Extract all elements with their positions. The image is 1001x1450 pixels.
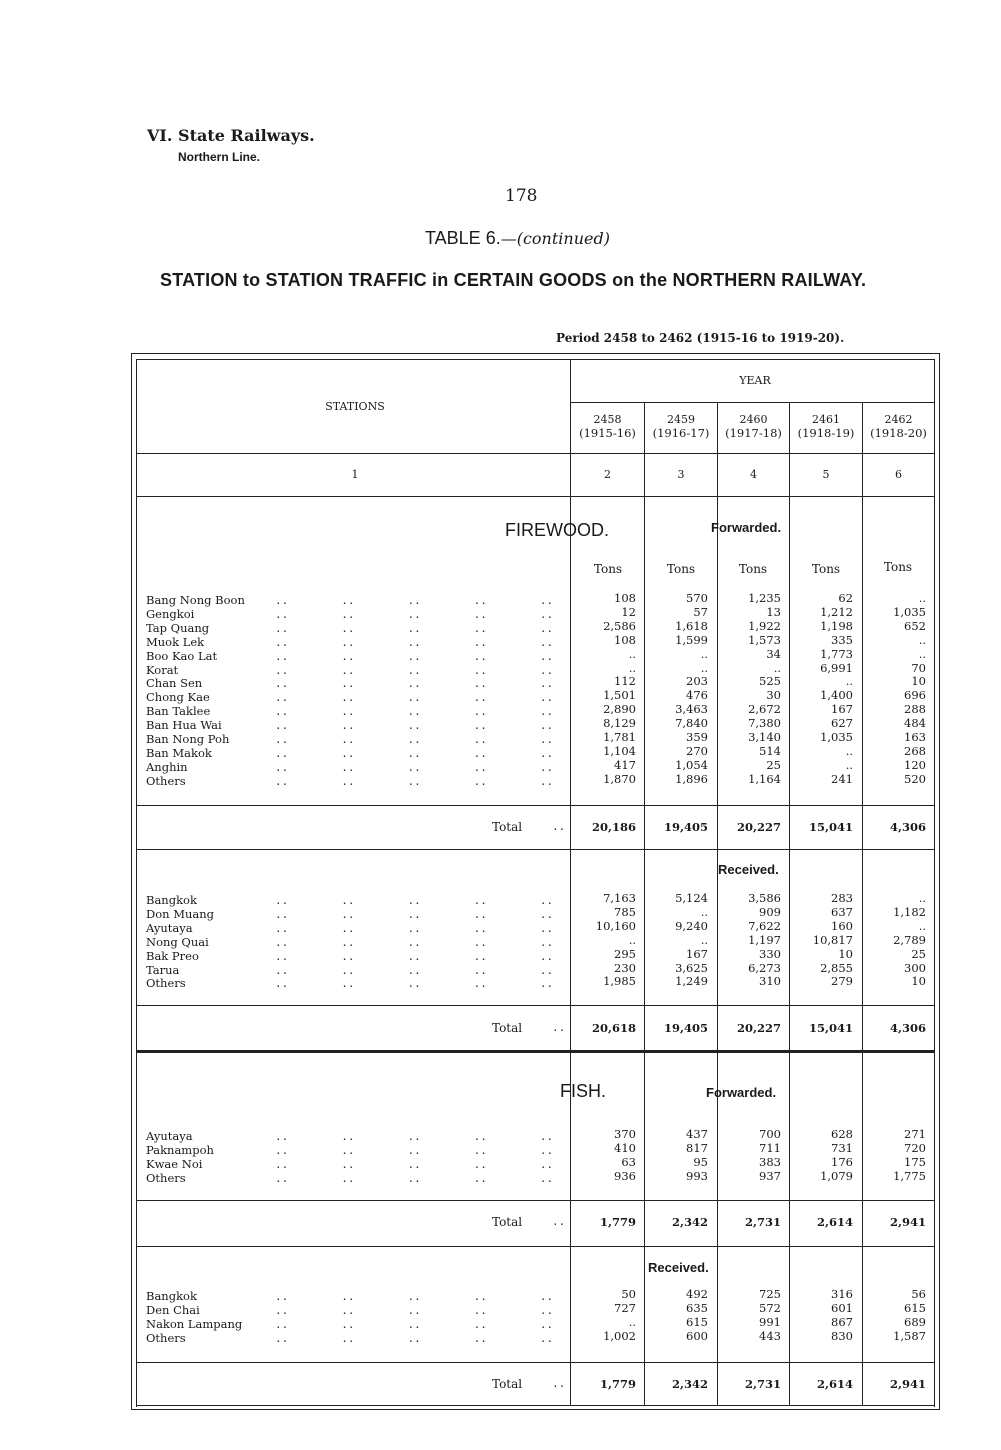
table-cell: 95 bbox=[693, 1154, 708, 1169]
table-cell: Gengkoi bbox=[146, 606, 195, 621]
col-number-1: 1 bbox=[351, 468, 359, 481]
fish-rcv-total-2461: 2,614 bbox=[816, 1377, 853, 1391]
table-top-border bbox=[131, 353, 939, 354]
table-cell: .. bbox=[845, 757, 853, 772]
table-cell: 1,182 bbox=[893, 904, 926, 919]
total-label: Total bbox=[492, 1215, 523, 1229]
firewood-rcv-total-2460: 20,227 bbox=[736, 1021, 781, 1035]
firewood-rcv-total-2459: 19,405 bbox=[663, 1021, 708, 1035]
section-heading: VI. State Railways. bbox=[147, 126, 315, 145]
table-cell: 56 bbox=[911, 1287, 926, 1301]
table-cell: 7,622 bbox=[748, 918, 781, 933]
table-cell: 1,164 bbox=[748, 771, 781, 786]
table-cell: 570 bbox=[686, 591, 708, 605]
table-cell: .. bbox=[845, 674, 853, 689]
table-cell: 1,599 bbox=[675, 632, 708, 647]
table-cell: 203 bbox=[686, 674, 708, 689]
table-cell: Bak Preo bbox=[146, 948, 199, 963]
col-divider-1 bbox=[570, 359, 571, 1405]
year-ad: (1917-18) bbox=[725, 426, 782, 440]
fish-fwd-total-2459: 2,342 bbox=[671, 1215, 708, 1229]
table-cell: Korat bbox=[146, 662, 179, 677]
table-cell: 635 bbox=[686, 1300, 708, 1315]
table-cell: 601 bbox=[831, 1300, 853, 1315]
table-cell: 484 bbox=[904, 716, 926, 731]
table-cell: 727 bbox=[614, 1300, 636, 1315]
year-be: 2459 bbox=[667, 413, 695, 426]
firewood-fwd-2458 bbox=[574, 592, 636, 787]
header-divider bbox=[136, 453, 934, 454]
table-cell: 112 bbox=[614, 674, 636, 689]
column-number-divider bbox=[136, 496, 934, 497]
col-divider-4 bbox=[789, 402, 790, 1405]
col-number-4: 4 bbox=[750, 468, 757, 481]
fish-fwd-total-2461: 2,614 bbox=[816, 1215, 853, 1229]
table-cell: 696 bbox=[904, 688, 926, 703]
table-cell: 57 bbox=[693, 604, 708, 619]
fish-rcv-2461 bbox=[793, 1288, 853, 1344]
firewood-section-label: FIREWOOD. bbox=[505, 520, 609, 540]
table-cell: Kwae Noi bbox=[146, 1156, 203, 1171]
table-cell: Bangkok bbox=[146, 1289, 197, 1303]
table-cell: Others bbox=[146, 1170, 186, 1185]
unit-label: Tons bbox=[666, 562, 696, 576]
year-be: 2461 bbox=[812, 413, 840, 426]
page-number: 178 bbox=[505, 186, 538, 206]
fish-fwd-2460 bbox=[721, 1128, 781, 1184]
table-cell: 443 bbox=[759, 1328, 781, 1343]
table-cell: 1,197 bbox=[748, 932, 781, 947]
firewood-fwd-total-2461: 15,041 bbox=[808, 820, 853, 834]
table-cell: 160 bbox=[831, 918, 853, 933]
table-cell: 1,035 bbox=[820, 730, 853, 745]
fish-fwd-total-2460: 2,731 bbox=[744, 1215, 781, 1229]
firewood-received-label: Received. bbox=[718, 862, 779, 877]
table-cell: 991 bbox=[759, 1314, 781, 1329]
leader-dots: .. .. .. .. .. .. .. .. .. .. .. .. .. .. .. .. .. .. .. .. .. .. .. .. .. .. .. .. .. .. .. .. .. .. .. bbox=[275, 894, 554, 991]
table-cell: 785 bbox=[614, 904, 636, 919]
table-cell: 867 bbox=[831, 1314, 853, 1329]
table-title-suffix: —(continued) bbox=[500, 229, 610, 248]
table-cell: 1,104 bbox=[603, 743, 636, 758]
firewood-rcv-total-2458: 20,618 bbox=[591, 1021, 636, 1035]
table-cell: 1,781 bbox=[603, 730, 636, 745]
table-cell: 175 bbox=[904, 1154, 926, 1169]
table-cell: .. bbox=[918, 632, 926, 647]
table-cell: .. bbox=[628, 932, 636, 947]
year-header-divider bbox=[570, 402, 934, 403]
fish-fwd-2461 bbox=[793, 1128, 853, 1184]
table-cell: 1,249 bbox=[675, 974, 708, 989]
firewood-fwd-total-2459: 19,405 bbox=[663, 820, 708, 834]
firewood-fwd-2460 bbox=[721, 592, 781, 787]
table-cell: 1,079 bbox=[820, 1168, 853, 1183]
table-cell: 6,273 bbox=[748, 960, 781, 975]
fish-rcv-total-2458: 1,779 bbox=[599, 1377, 636, 1391]
table-cell: 10 bbox=[838, 946, 853, 961]
col-divider-5 bbox=[862, 402, 863, 1405]
table-cell: .. bbox=[845, 743, 853, 758]
table-cell: 108 bbox=[614, 632, 636, 647]
table-bottom-border-inner bbox=[136, 1405, 934, 1406]
table-cell: .. bbox=[918, 891, 926, 905]
table-cell: 600 bbox=[686, 1328, 708, 1343]
table-cell: 492 bbox=[686, 1287, 708, 1301]
fish-fwd-total-2458: 1,779 bbox=[599, 1215, 636, 1229]
table-cell: Ayutaya bbox=[146, 920, 193, 935]
table-cell: Ban Taklee bbox=[146, 704, 211, 719]
year-ad: (1915-16) bbox=[579, 426, 636, 440]
table-cell: 279 bbox=[831, 974, 853, 989]
table-cell: Nong Quai bbox=[146, 934, 209, 949]
table-cell: Boo Kao Lat bbox=[146, 648, 218, 663]
table-cell: 370 bbox=[614, 1127, 636, 1141]
firewood-forwarded-label: Forwarded. bbox=[711, 520, 782, 535]
table-cell: Den Chai bbox=[146, 1302, 200, 1317]
total-dots: .. bbox=[552, 1215, 566, 1228]
firewood-fwd-2461 bbox=[793, 592, 853, 787]
unit-label: Tons bbox=[738, 562, 768, 576]
table-cell: 652 bbox=[904, 618, 926, 633]
table-cell: 1,922 bbox=[748, 618, 781, 633]
firewood-received-stations bbox=[146, 894, 214, 991]
fish-rcv-2462 bbox=[866, 1288, 926, 1344]
table-cell: 167 bbox=[831, 702, 853, 717]
table-cell: Tarua bbox=[146, 962, 180, 977]
fish-received-stations bbox=[146, 1290, 242, 1346]
fish-forwarded-total-bottom bbox=[136, 1246, 934, 1247]
table-cell: 10,817 bbox=[812, 932, 853, 947]
table-cell: 627 bbox=[831, 716, 853, 731]
table-cell: Others bbox=[146, 1330, 186, 1345]
year-col-2459 bbox=[645, 413, 717, 440]
table-cell: 615 bbox=[686, 1314, 708, 1329]
table-cell: 12 bbox=[621, 604, 636, 619]
period-note: Period 2458 to 2462 (1915-16 to 1919-20). bbox=[556, 331, 845, 345]
col-number-2: 2 bbox=[604, 468, 611, 481]
table-cell: 176 bbox=[831, 1154, 853, 1169]
year-ad: (1916-17) bbox=[652, 426, 710, 440]
total-label: Total bbox=[492, 1021, 523, 1035]
table-cell: 163 bbox=[904, 730, 926, 745]
table-cell: 1,002 bbox=[603, 1328, 636, 1343]
table-cell: Chong Kae bbox=[146, 690, 210, 705]
table-cell: .. bbox=[628, 1314, 636, 1329]
table-top-border-inner bbox=[136, 359, 934, 360]
table-cell: .. bbox=[628, 646, 636, 661]
firewood-fwd-2459 bbox=[648, 592, 708, 787]
table-cell: 10 bbox=[911, 974, 926, 989]
total-dots: .. bbox=[552, 1377, 566, 1390]
col-divider-3 bbox=[717, 402, 718, 1405]
year-ad: (1918-19) bbox=[797, 426, 855, 440]
table-cell: 3,586 bbox=[748, 891, 781, 905]
firewood-rcv-2462 bbox=[866, 892, 926, 989]
table-cell: 1,775 bbox=[893, 1168, 926, 1183]
table-cell: Bangkok bbox=[146, 893, 197, 907]
table-cell: .. bbox=[918, 918, 926, 933]
total-label: Total bbox=[492, 820, 523, 834]
fish-received-total-top bbox=[136, 1362, 934, 1363]
table-cell: 1,618 bbox=[675, 618, 708, 633]
year-be: 2458 bbox=[593, 413, 622, 426]
table-cell: 2,586 bbox=[603, 618, 636, 633]
table-cell: 1,054 bbox=[675, 757, 708, 772]
table-cell: 720 bbox=[904, 1140, 926, 1155]
table-cell: 359 bbox=[686, 730, 708, 745]
table-cell: 817 bbox=[686, 1140, 708, 1155]
stations-header: STATIONS bbox=[325, 400, 385, 413]
table-cell: Bang Nong Boon bbox=[146, 593, 245, 607]
table-cell: 1,235 bbox=[748, 591, 781, 605]
table-cell: .. bbox=[773, 660, 781, 675]
table-cell: Ban Nong Poh bbox=[146, 732, 230, 747]
fish-fwd-2462 bbox=[866, 1128, 926, 1184]
table-cell: 25 bbox=[911, 946, 926, 961]
table-cell: Nakon Lampang bbox=[146, 1316, 243, 1331]
firewood-forwarded-stations bbox=[146, 594, 245, 789]
fish-rcv-total-2462: 2,941 bbox=[889, 1377, 926, 1391]
table-cell: 2,672 bbox=[748, 702, 781, 717]
table-cell: 330 bbox=[759, 946, 781, 961]
table-cell: 8,129 bbox=[603, 716, 636, 731]
year-col-2462 bbox=[863, 413, 934, 440]
table-cell: 310 bbox=[759, 974, 781, 989]
table-cell: 417 bbox=[614, 757, 636, 772]
table-cell: 520 bbox=[904, 771, 926, 786]
table-cell: 10,160 bbox=[595, 918, 636, 933]
table-cell: Ban Hua Wai bbox=[146, 718, 222, 733]
table-cell: 909 bbox=[759, 904, 781, 919]
fish-received-label: Received. bbox=[648, 1260, 709, 1275]
table-cell: 295 bbox=[614, 946, 636, 961]
table-cell: 7,840 bbox=[675, 716, 708, 731]
table-cell: 120 bbox=[904, 757, 926, 772]
table-cell: 830 bbox=[831, 1328, 853, 1343]
table-bottom-border bbox=[131, 1409, 940, 1410]
table-cell: 731 bbox=[831, 1140, 853, 1155]
table-cell: .. bbox=[700, 904, 708, 919]
total-dots: .. bbox=[552, 820, 566, 833]
fish-rcv-2460 bbox=[721, 1288, 781, 1344]
table-cell: 283 bbox=[831, 891, 853, 905]
table-cell: 1,573 bbox=[748, 632, 781, 647]
table-cell: 514 bbox=[759, 743, 781, 758]
firewood-rcv-total-2462: 4,306 bbox=[889, 1021, 926, 1035]
table-cell: .. bbox=[628, 660, 636, 675]
year-be: 2462 bbox=[884, 413, 913, 426]
table-cell: 628 bbox=[831, 1127, 853, 1141]
table-cell: 5,124 bbox=[675, 891, 708, 905]
table-cell: 62 bbox=[838, 591, 853, 605]
table-cell: 30 bbox=[766, 688, 781, 703]
year-col-2458 bbox=[571, 413, 644, 440]
table-cell: 271 bbox=[904, 1127, 926, 1141]
table-cell: 7,380 bbox=[748, 716, 781, 731]
table-cell: 63 bbox=[621, 1154, 636, 1169]
col-divider-2 bbox=[644, 402, 645, 1405]
table-cell: 2,890 bbox=[603, 702, 636, 717]
fish-fwd-total-2462: 2,941 bbox=[889, 1215, 926, 1229]
firewood-fwd-total-2460: 20,227 bbox=[736, 820, 781, 834]
table-cell: 1,587 bbox=[893, 1328, 926, 1343]
table-cell: 335 bbox=[831, 632, 853, 647]
fish-rcv-total-2459: 2,342 bbox=[671, 1377, 708, 1391]
table-cell: 230 bbox=[614, 960, 636, 975]
table-cell: 937 bbox=[759, 1168, 781, 1183]
year-be: 2460 bbox=[739, 413, 768, 426]
table-cell: Muok Lek bbox=[146, 634, 205, 649]
year-col-2461 bbox=[790, 413, 862, 440]
fish-rcv-total-2460: 2,731 bbox=[744, 1377, 781, 1391]
table-cell: 167 bbox=[686, 946, 708, 961]
leader-dots: .. .. .. .. .. .. .. .. .. .. .. .. .. .. .. .. .. .. .. .. .. .. .. .. .. .. .. .. .. .. .. .. .. .. .. .. .. .. .. .. .. .. .. .. .. .. .. .. .. .. .. .. .. .. .. .. .. .. .. .. .. .. .. .. .. .. .. .. .. .. bbox=[275, 594, 554, 788]
fish-fwd-2459 bbox=[648, 1128, 708, 1184]
table-cell: 108 bbox=[614, 591, 636, 605]
fish-forwarded-stations bbox=[146, 1130, 214, 1186]
fish-rcv-2459 bbox=[648, 1288, 708, 1344]
table-cell: 270 bbox=[686, 743, 708, 758]
table-cell: 2,789 bbox=[893, 932, 926, 947]
firewood-rcv-total-2461: 15,041 bbox=[808, 1021, 853, 1035]
table-left-border-inner bbox=[136, 359, 137, 1407]
firewood-rcv-2458 bbox=[574, 892, 636, 989]
fish-section-label: FISH. bbox=[560, 1081, 607, 1101]
table-cell: Anghin bbox=[146, 759, 188, 774]
table-cell: 1,896 bbox=[675, 771, 708, 786]
table-cell: 3,140 bbox=[748, 730, 781, 745]
table-cell: 25 bbox=[766, 757, 781, 772]
firewood-fwd-total-2458: 20,186 bbox=[591, 820, 636, 834]
unit-label: Tons bbox=[883, 560, 913, 574]
table-cell: 7,163 bbox=[603, 891, 636, 905]
table-cell: 300 bbox=[904, 960, 926, 975]
table-cell: .. bbox=[918, 591, 926, 605]
firewood-forwarded-total-top bbox=[136, 805, 934, 806]
table-right-border bbox=[939, 353, 940, 1410]
table-cell: 3,463 bbox=[675, 702, 708, 717]
firewood-received-total-top bbox=[136, 1005, 934, 1006]
table-cell: .. bbox=[918, 646, 926, 661]
year-header: YEAR bbox=[739, 374, 771, 387]
unit-label: Tons bbox=[811, 562, 841, 576]
firewood-fwd-total-2462: 4,306 bbox=[889, 820, 926, 834]
col-number-6: 6 bbox=[895, 468, 902, 481]
table-cell: 725 bbox=[759, 1287, 781, 1301]
table-cell: 689 bbox=[904, 1314, 926, 1329]
fish-fwd-2458 bbox=[574, 1128, 636, 1184]
unit-label: Tons bbox=[593, 562, 623, 576]
firewood-rcv-2459 bbox=[648, 892, 708, 989]
table-left-border bbox=[131, 353, 132, 1410]
table-cell: 993 bbox=[686, 1168, 708, 1183]
table-cell: 6,991 bbox=[820, 660, 853, 675]
year-col-2460 bbox=[718, 413, 789, 440]
table-cell: 9,240 bbox=[675, 918, 708, 933]
table-cell: 700 bbox=[759, 1127, 781, 1141]
table-cell: Chan Sen bbox=[146, 676, 203, 691]
table-cell: 1,198 bbox=[820, 618, 853, 633]
table-cell: Ban Makok bbox=[146, 745, 212, 760]
table-cell: Paknampoh bbox=[146, 1142, 214, 1157]
table-title bbox=[425, 228, 610, 249]
firewood-section-end bbox=[136, 1050, 934, 1053]
firewood-rcv-2461 bbox=[793, 892, 853, 989]
table-cell: 34 bbox=[766, 646, 781, 661]
table-cell: .. bbox=[700, 932, 708, 947]
col-number-3: 3 bbox=[677, 468, 685, 481]
firewood-forwarded-total-bottom bbox=[136, 849, 934, 850]
table-cell: 711 bbox=[759, 1140, 781, 1155]
table-cell: 410 bbox=[614, 1140, 636, 1155]
table-cell: 288 bbox=[904, 702, 926, 717]
table-cell: 268 bbox=[904, 743, 926, 758]
table-cell: 1,212 bbox=[820, 604, 853, 619]
table-cell: 437 bbox=[686, 1127, 708, 1141]
table-cell: 316 bbox=[831, 1287, 853, 1301]
table-cell: 50 bbox=[621, 1287, 636, 1301]
firewood-rcv-2460 bbox=[721, 892, 781, 989]
firewood-fwd-2462 bbox=[866, 592, 926, 787]
fish-forwarded-label: Forwarded. bbox=[706, 1085, 777, 1100]
total-label: Total bbox=[492, 1377, 523, 1391]
table-cell: Don Muang bbox=[146, 906, 215, 921]
table-cell: Others bbox=[146, 773, 186, 788]
table-cell: 10 bbox=[911, 674, 926, 689]
table-cell: 615 bbox=[904, 1300, 926, 1315]
table-cell: .. bbox=[700, 646, 708, 661]
table-cell: Others bbox=[146, 976, 186, 991]
table-cell: 241 bbox=[831, 771, 853, 786]
table-cell: 13 bbox=[766, 604, 781, 619]
year-ad: (1918-20) bbox=[870, 426, 927, 440]
leader-dots: .. .. .. .. .. .. .. .. .. .. .. .. .. .. .. .. .. .. .. .. bbox=[275, 1290, 554, 1345]
table-cell: 383 bbox=[759, 1154, 781, 1169]
table-cell: 1,870 bbox=[603, 771, 636, 786]
table-cell: 1,035 bbox=[893, 604, 926, 619]
table-cell: 2,855 bbox=[820, 960, 853, 975]
table-cell: Tap Quang bbox=[146, 620, 210, 635]
leader-dots: .. .. .. .. .. .. .. .. .. .. .. .. .. .. .. .. .. .. .. .. bbox=[275, 1130, 554, 1185]
col-number-5: 5 bbox=[822, 468, 830, 481]
table-cell: 1,400 bbox=[820, 688, 853, 703]
table-cell: 525 bbox=[759, 674, 781, 689]
main-title: STATION to STATION TRAFFIC in CERTAIN GOODS on the NORTHERN RAILWAY. bbox=[160, 270, 867, 290]
table-right-border-inner bbox=[934, 359, 935, 1407]
fish-rcv-2458 bbox=[574, 1288, 636, 1344]
table-cell: 70 bbox=[911, 660, 926, 675]
table-cell: .. bbox=[700, 660, 708, 675]
subsection-heading: Northern Line. bbox=[178, 150, 261, 164]
table-cell: 572 bbox=[759, 1300, 781, 1315]
total-dots: .. bbox=[552, 1021, 566, 1034]
table-cell: 637 bbox=[831, 904, 853, 919]
table-cell: 1,985 bbox=[603, 974, 636, 989]
table-cell: 3,625 bbox=[675, 960, 708, 975]
table-cell: 476 bbox=[686, 688, 708, 703]
fish-forwarded-total-top bbox=[136, 1200, 934, 1201]
table-cell: 1,773 bbox=[820, 646, 853, 661]
table-cell: 936 bbox=[614, 1168, 636, 1183]
table-title-main: TABLE 6. bbox=[425, 228, 501, 248]
table-cell: 1,501 bbox=[603, 688, 636, 703]
table-cell: Ayutaya bbox=[146, 1129, 193, 1143]
